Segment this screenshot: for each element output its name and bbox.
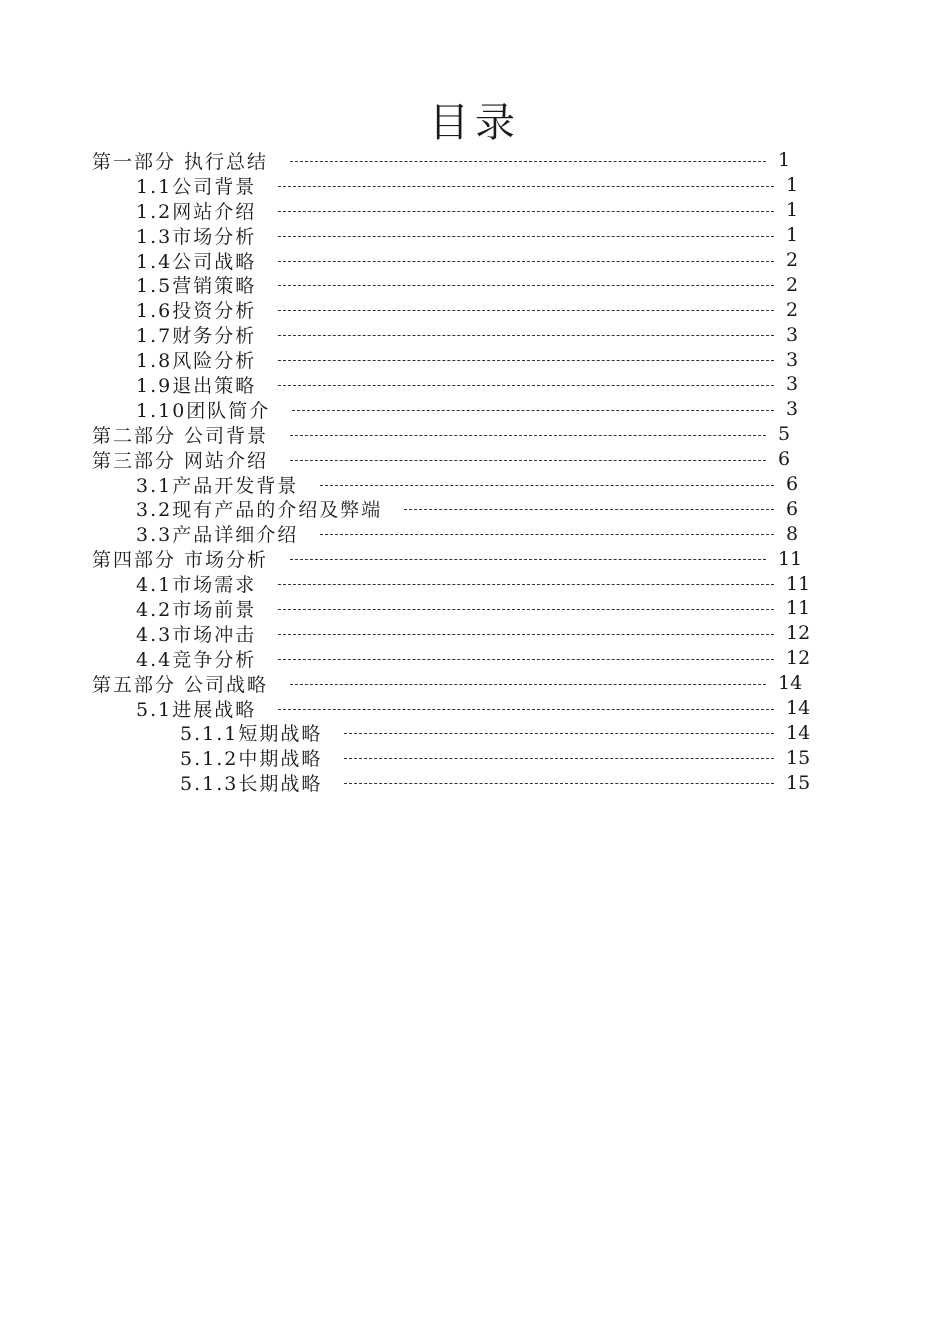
toc-leader bbox=[278, 261, 774, 262]
toc-entry-label: 3.2现有产品的介绍及弊端 bbox=[136, 499, 383, 522]
toc-entry-label: 1.9退出策略 bbox=[136, 374, 257, 397]
toc-page-number: 1 bbox=[786, 199, 799, 222]
toc-entry[interactable] bbox=[92, 646, 812, 671]
toc-entry[interactable] bbox=[92, 496, 812, 521]
toc-entry-label: 5.1.3长期战略 bbox=[180, 773, 323, 796]
toc-entry-label: 4.4竞争分析 bbox=[136, 648, 257, 671]
toc-entry-label: 1.2网站介绍 bbox=[136, 200, 257, 223]
toc-entry[interactable] bbox=[92, 248, 812, 273]
toc-entry[interactable] bbox=[92, 546, 812, 571]
toc-page-number: 2 bbox=[786, 273, 799, 296]
toc-leader bbox=[292, 410, 774, 411]
toc-page-number: 11 bbox=[778, 547, 803, 570]
toc-leader bbox=[278, 236, 774, 237]
toc-entry[interactable] bbox=[92, 422, 812, 447]
toc-leader bbox=[320, 485, 774, 486]
toc-entry-label: 3.1产品开发背景 bbox=[136, 474, 299, 497]
toc-page-number: 14 bbox=[786, 721, 811, 744]
toc-entry[interactable] bbox=[92, 571, 812, 596]
toc-leader bbox=[278, 186, 774, 187]
toc-entry[interactable] bbox=[92, 770, 812, 795]
toc-leader bbox=[278, 709, 774, 710]
toc-leader bbox=[278, 335, 774, 336]
toc-page-number: 15 bbox=[786, 746, 811, 769]
toc-leader bbox=[290, 559, 766, 560]
toc-leader bbox=[278, 659, 774, 660]
toc-leader bbox=[278, 310, 774, 311]
toc-entry-label: 第一部分 执行总结 bbox=[92, 150, 269, 173]
toc-page-number: 3 bbox=[786, 323, 799, 346]
toc-entry-label: 1.5营销策略 bbox=[136, 275, 257, 298]
toc-entry-label: 1.4公司战略 bbox=[136, 250, 257, 273]
toc-leader bbox=[404, 509, 774, 510]
toc-leader bbox=[278, 285, 774, 286]
toc-page-number: 2 bbox=[786, 298, 799, 321]
toc-entry-label: 5.1.1短期战略 bbox=[180, 723, 323, 746]
toc-page-number: 11 bbox=[786, 597, 811, 620]
toc-page-number: 15 bbox=[786, 771, 811, 794]
toc-entry-label: 4.3市场冲击 bbox=[136, 623, 257, 646]
toc-page-number: 1 bbox=[778, 149, 791, 172]
toc-page-number: 1 bbox=[786, 224, 799, 247]
toc-page-number: 6 bbox=[778, 448, 791, 471]
toc-entry-label: 5.1.2中期战略 bbox=[180, 748, 323, 771]
toc-entry-label: 1.7财务分析 bbox=[136, 325, 257, 348]
toc-entry-label: 1.8风险分析 bbox=[136, 350, 257, 373]
toc-page-number: 8 bbox=[786, 522, 799, 545]
toc-entry-label: 第五部分 公司战略 bbox=[92, 673, 269, 696]
toc-entry[interactable] bbox=[92, 472, 812, 497]
toc-leader bbox=[278, 609, 774, 610]
toc-entry[interactable] bbox=[92, 720, 812, 745]
toc-page-number: 3 bbox=[786, 373, 799, 396]
toc-leader bbox=[290, 435, 766, 436]
toc-leader bbox=[278, 584, 774, 585]
toc-entry[interactable] bbox=[92, 521, 812, 546]
toc-title: 目录 bbox=[429, 100, 521, 146]
toc-page-number: 14 bbox=[778, 672, 803, 695]
toc-entry[interactable] bbox=[92, 397, 812, 422]
toc-leader bbox=[278, 211, 774, 212]
toc-entry[interactable] bbox=[92, 297, 812, 322]
toc-entry[interactable] bbox=[92, 198, 812, 223]
toc-leader bbox=[278, 634, 774, 635]
toc-page-number: 2 bbox=[786, 249, 799, 271]
toc-page-number: 5 bbox=[778, 423, 791, 446]
toc-entry-label: 4.2市场前景 bbox=[136, 598, 257, 621]
toc-entry-label: 1.10团队简介 bbox=[136, 399, 271, 422]
toc-leader bbox=[320, 534, 774, 535]
toc-page-number: 3 bbox=[786, 348, 799, 371]
toc-entry[interactable] bbox=[92, 696, 812, 721]
toc-entry[interactable] bbox=[92, 671, 812, 696]
toc-entry-label: 5.1进展战略 bbox=[136, 698, 257, 721]
toc-leader bbox=[290, 684, 766, 685]
toc-entry[interactable] bbox=[92, 596, 812, 621]
toc-entry[interactable] bbox=[92, 272, 812, 297]
toc-entry-label: 1.1公司背景 bbox=[136, 175, 257, 198]
toc-entry[interactable] bbox=[92, 745, 812, 770]
toc-entry-label: 1.6投资分析 bbox=[136, 300, 257, 323]
toc-entry[interactable] bbox=[92, 447, 812, 472]
toc-leader bbox=[344, 733, 774, 734]
toc-entry-label: 4.1市场需求 bbox=[136, 574, 257, 597]
toc-entry[interactable] bbox=[92, 372, 812, 397]
toc-entry-label: 第三部分 网站介绍 bbox=[92, 449, 269, 472]
toc-entry[interactable] bbox=[92, 173, 812, 198]
toc-page-number: 14 bbox=[786, 697, 811, 720]
toc-entry[interactable] bbox=[92, 223, 812, 248]
toc-entry-label: 3.3产品详细介绍 bbox=[136, 524, 299, 547]
toc-page-number: 12 bbox=[786, 622, 811, 645]
toc-leader bbox=[344, 783, 774, 784]
toc-leader bbox=[290, 161, 766, 162]
toc-entry[interactable] bbox=[92, 148, 812, 173]
toc-leader bbox=[278, 385, 774, 386]
toc-page-number: 12 bbox=[786, 647, 811, 670]
toc-page-number: 6 bbox=[786, 497, 799, 520]
toc-entry-label: 第二部分 公司背景 bbox=[92, 424, 269, 447]
toc-leader bbox=[344, 758, 774, 759]
toc-entry-label: 第四部分 市场分析 bbox=[92, 549, 269, 572]
toc-leader bbox=[290, 460, 766, 461]
toc-page-number: 6 bbox=[786, 473, 799, 496]
toc-page-number: 11 bbox=[786, 572, 811, 595]
toc-list bbox=[92, 148, 812, 795]
toc-entry-label: 1.3市场分析 bbox=[136, 225, 257, 248]
toc-entry[interactable] bbox=[92, 322, 812, 347]
toc-entry[interactable] bbox=[92, 347, 812, 372]
toc-page-number: 3 bbox=[786, 398, 799, 421]
toc-page-number: 1 bbox=[786, 174, 799, 197]
toc-leader bbox=[278, 360, 774, 361]
toc-entry[interactable] bbox=[92, 621, 812, 646]
